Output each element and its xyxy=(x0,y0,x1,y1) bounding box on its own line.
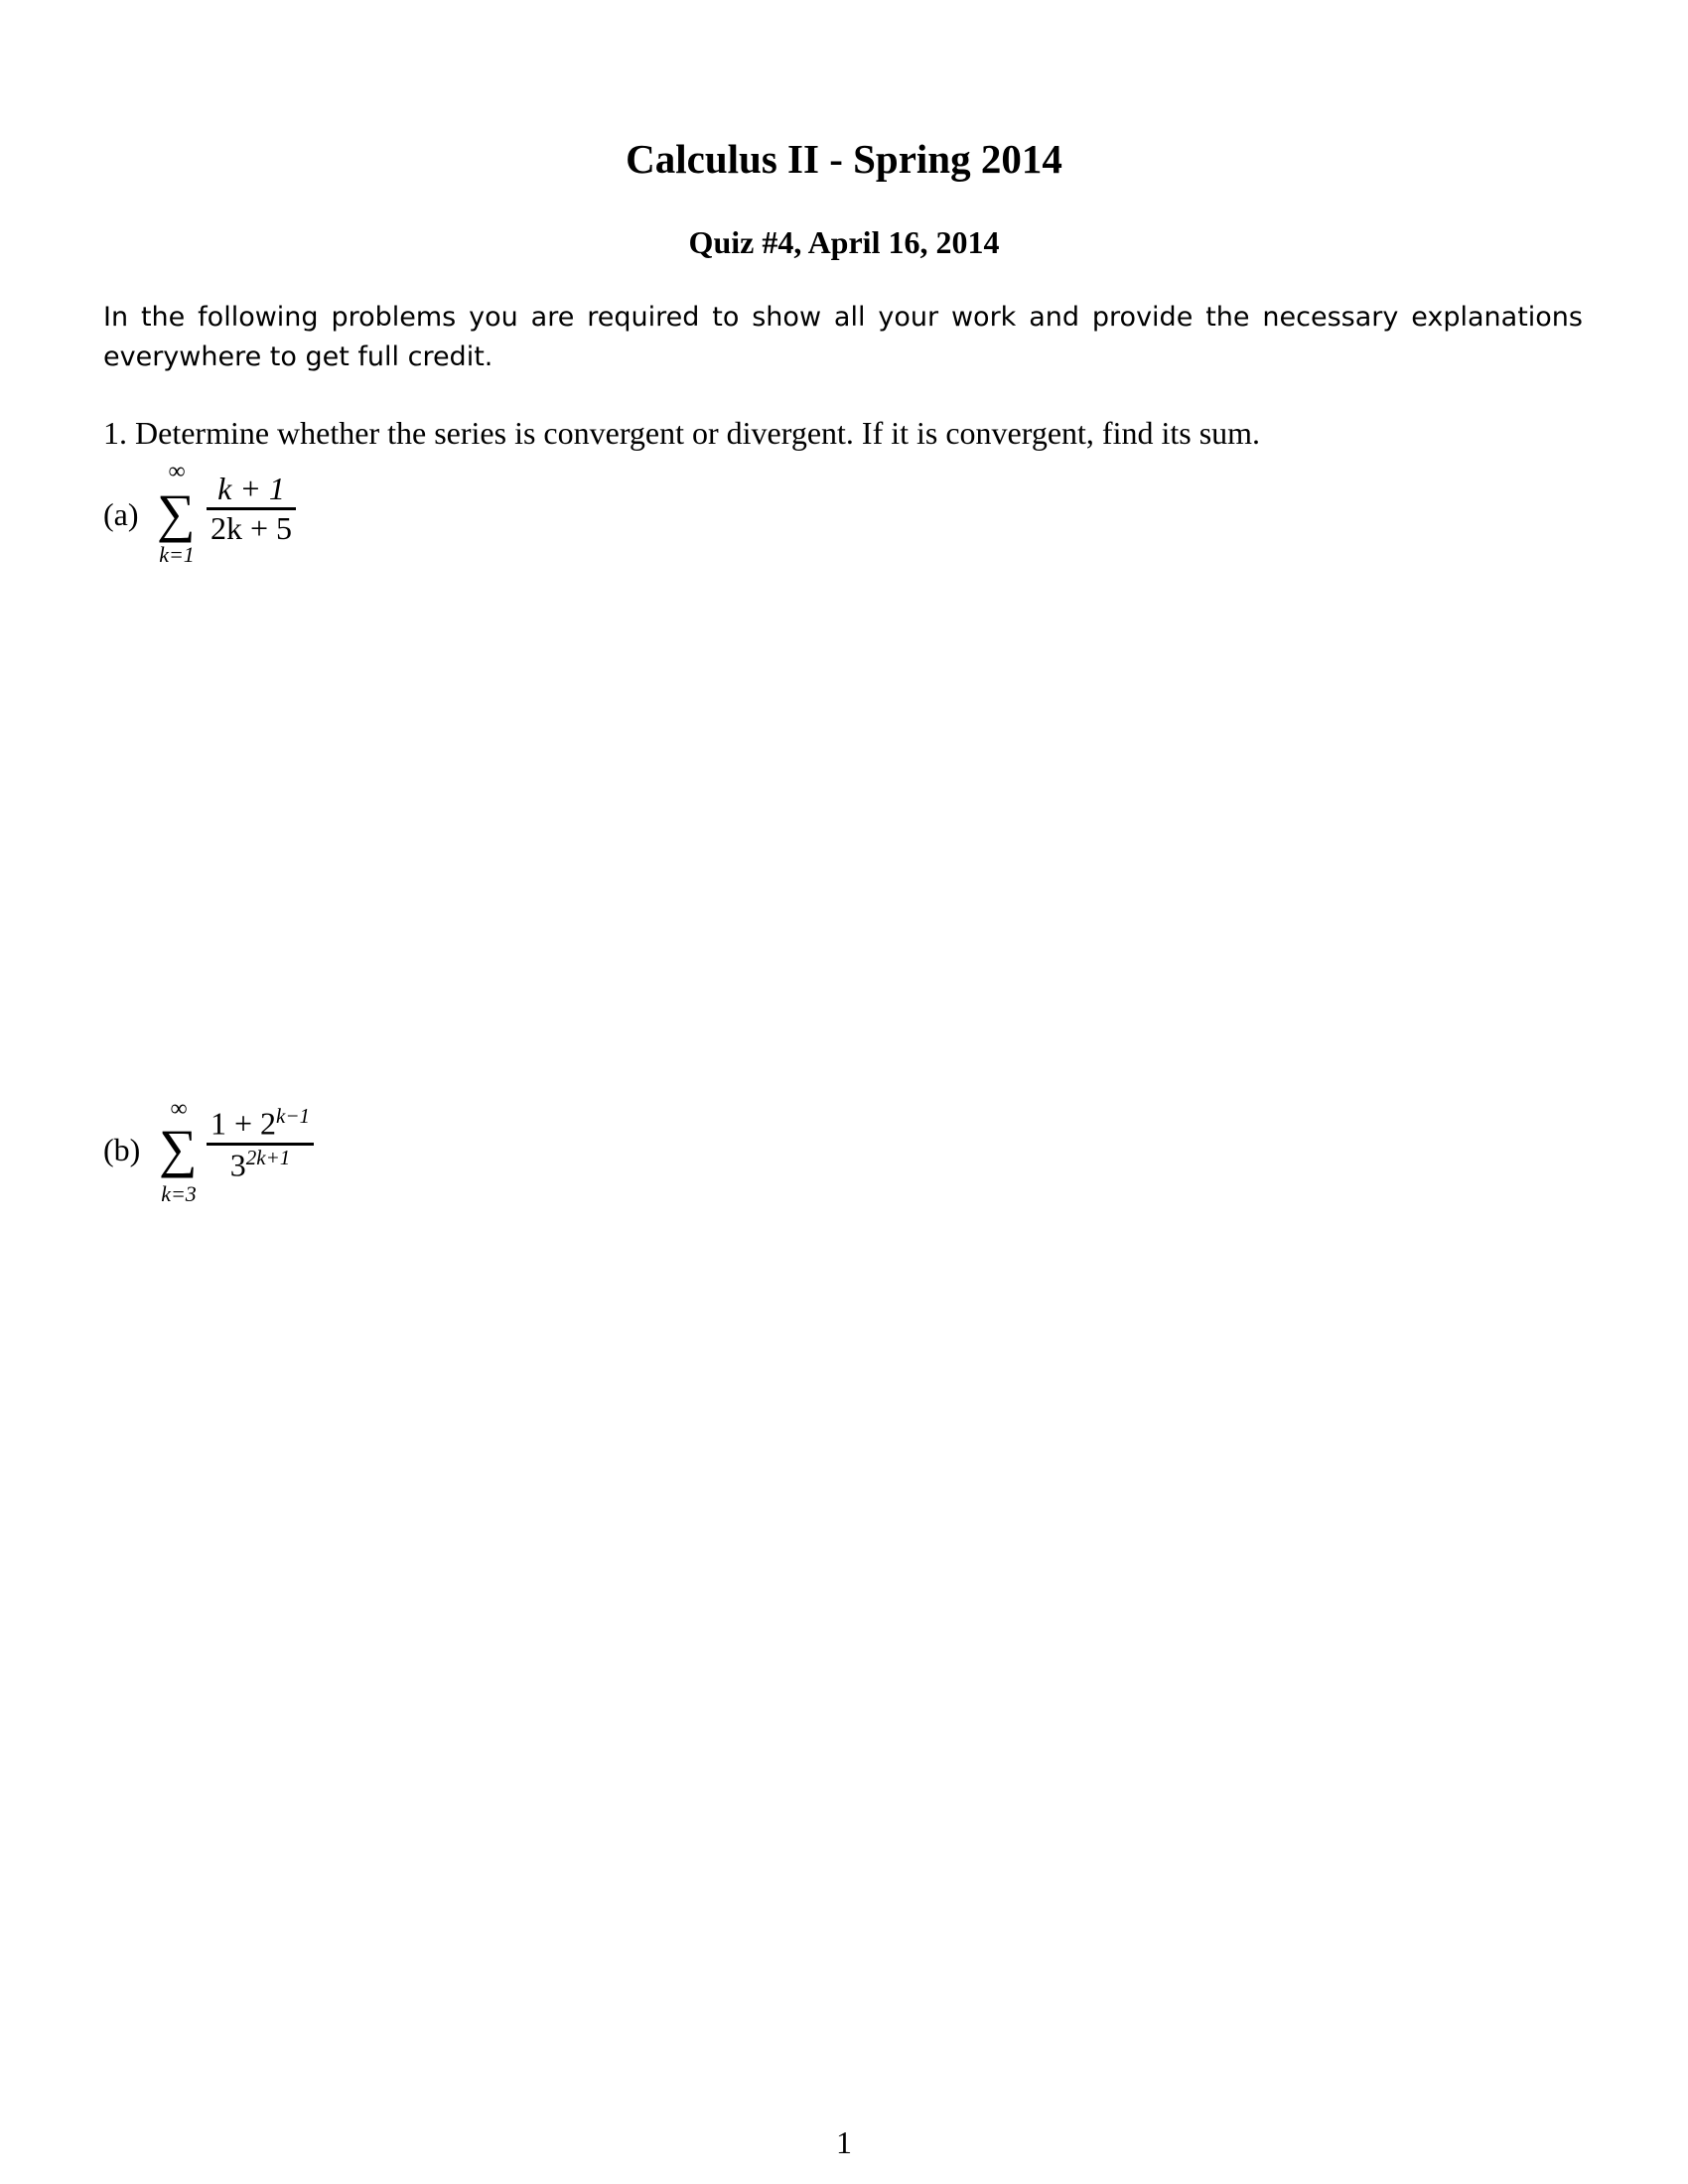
numerator: k + 1 xyxy=(217,471,285,506)
denominator-base: 3 xyxy=(229,1147,246,1183)
sum-upper-limit: ∞ xyxy=(170,1096,188,1122)
sigma-icon: ∑ xyxy=(159,1119,198,1178)
part-a-label: (a) xyxy=(103,496,139,532)
numerator-base: 1 + 2 xyxy=(211,1105,277,1142)
sum-lower-limit: k=3 xyxy=(161,1181,197,1206)
numerator xyxy=(207,1104,314,1143)
page-title: Calculus II - Spring 2014 xyxy=(626,136,1062,182)
problem-1-prompt xyxy=(103,415,1260,452)
denominator: 2k + 5 xyxy=(211,510,293,546)
sigma-icon: ∑ xyxy=(157,483,196,543)
problem-text: Determine whether the series is convergent or divergent. If it is convergent, find its sum. xyxy=(135,415,1261,451)
quiz-subtitle: Quiz #4, April 16, 2014 xyxy=(688,224,1000,260)
numerator-exponent: k−1 xyxy=(276,1104,311,1128)
denominator xyxy=(207,1146,314,1184)
denominator-exponent: 2k+1 xyxy=(245,1145,291,1169)
part-b-label: (b) xyxy=(103,1132,141,1167)
fraction xyxy=(207,471,296,547)
problem-number: 1. xyxy=(103,415,127,451)
fraction xyxy=(207,1104,314,1183)
page-number: 1 xyxy=(836,2124,852,2160)
instructions: In the following problems you are required to show all your work and provide the necessary explanations everywhere to get full credit. xyxy=(103,302,1583,372)
sum-upper-limit: ∞ xyxy=(168,459,186,484)
sum-lower-limit: k=1 xyxy=(159,542,195,567)
